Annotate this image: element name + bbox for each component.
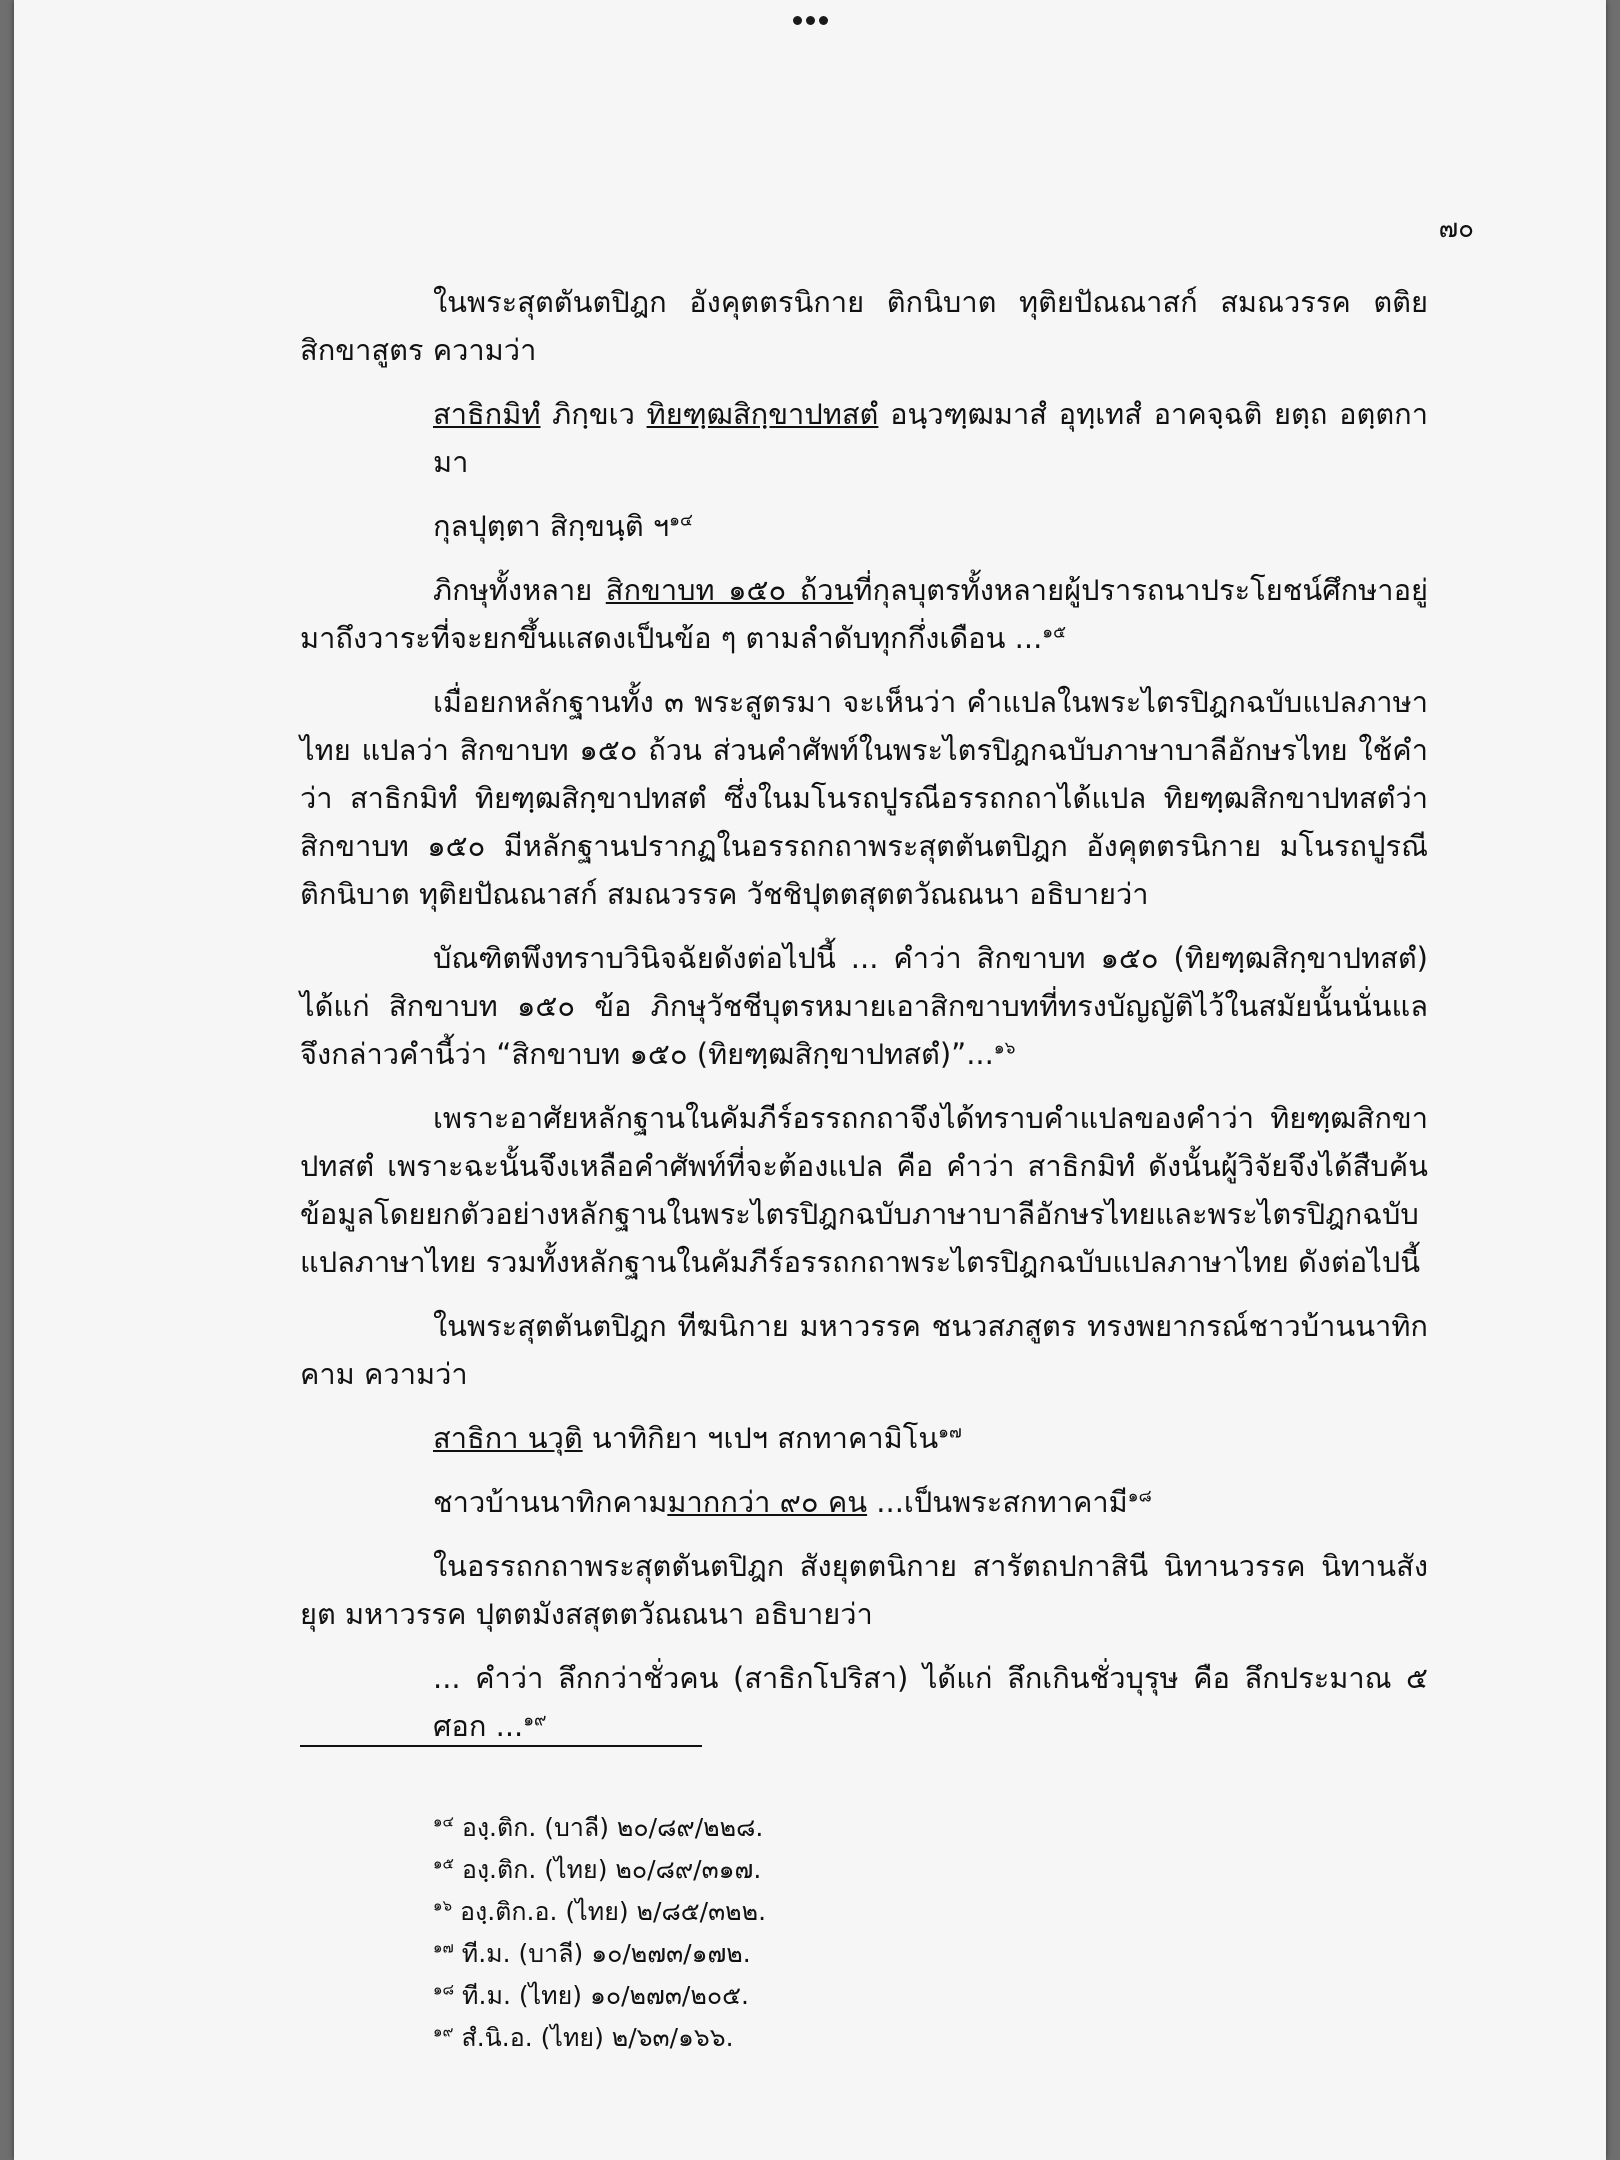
footnote-mark: ๑๕ bbox=[433, 1854, 454, 1873]
footnote-mark: ๑๙ bbox=[433, 2022, 454, 2041]
underlined-term: มากกว่า ๙๐ คน bbox=[667, 1485, 868, 1519]
quote-text: ...เป็นพระสกทาคามี bbox=[867, 1485, 1128, 1519]
footnote-ref[interactable]: ๑๕ bbox=[1042, 622, 1066, 643]
quote-text: กุลปุตฺตา สิกฺขนฺติ ฯ bbox=[433, 509, 670, 543]
paragraph bbox=[300, 934, 1428, 1078]
footnote-text: ที.ม. (ไทย) ๑๐/๒๗๓/๒๐๕. bbox=[454, 1981, 749, 2010]
paragraph-text: ที่กุลบุตรทั้งหลายผู้ปรารถนาประโยชน์ศึกษาอยู่ มาถึงวาระที่จะยกขึ้นแสดงเป็นข้อ ๆ ตามลำดับทุกกึ่งเดือน ... bbox=[300, 573, 1428, 655]
commentary-quote bbox=[300, 1654, 1428, 1750]
footnote bbox=[433, 1975, 766, 2017]
footnote-mark: ๑๘ bbox=[433, 1980, 455, 1999]
underlined-term: สิกขาบท ๑๕๐ ถ้วน bbox=[605, 573, 854, 607]
paragraph: เมื่อยกหลักฐานทั้ง ๓ พระสูตรมา จะเห็นว่า คำแปลในพระไตรปิฎกฉบับแปลภาษาไทย แปลว่า สิกขาบท ๑๕๐ ถ้วน ส่วนคำศัพท์ในพระไตรปิฎกฉบับภาษาบาลีอักษรไทย ใช้คำว่า สาธิกมิทํ ทิยฑฺฒสิกฺขาปทสตํ ซึ่งในมโนรถปูรณีอรรถกถาได้แปล ทิยฑฺฒสิกขาปทสตํว่า สิกขาบท ๑๕๐ มีหลักฐานปรากฏในอรรถกถาพระสุตตันตปิฎก อังคุตตรนิกาย มโนรถปูรณี ติกนิบาต ทุติยปัณณาสก์ สมณวรรค วัชชิปุตตสุตตวัณณนา อธิบายว่า bbox=[300, 685, 1428, 911]
more-dot-icon bbox=[793, 16, 802, 25]
footnote-text: องฺ.ติก. (ไทย) ๒๐/๘๙/๓๑๗. bbox=[453, 1855, 762, 1884]
footnote-text: ที.ม. (บาลี) ๑๐/๒๗๓/๑๗๒. bbox=[453, 1939, 751, 1968]
paragraph-text: บัณฑิตพึงทราบวินิจฉัยดังต่อไปนี้ ... คำว่า สิกขาบท ๑๕๐ (ทิยฑฺฒสิกฺขาปทสตํ) ได้แก่ สิกขาบท ๑๕๐ ข้อ ภิกษุวัชชีบุตรหมายเอาสิกขาบทที่ทรงบัญญัติไว้ในสมัยนั้นนั่นแล จึงกล่าวคำนี้ว่า “สิกขาบท ๑๕๐ (ทิยฑฺฒสิกฺขาปทสตํ)”... bbox=[300, 941, 1428, 1071]
quote-text: ... คำว่า ลึกกว่าชั่วคน (สาธิกโปริสา) ได้แก่ ลึกเกินชั่วบุรุษ คือ ลึกประมาณ ๕ ศอก ... bbox=[433, 1661, 1428, 1743]
paragraph bbox=[300, 566, 1428, 662]
footnote bbox=[433, 1933, 766, 1975]
translation-quote bbox=[300, 1478, 1428, 1526]
underlined-term: สาธิกา นวุติ bbox=[433, 1421, 583, 1455]
footnote-text: สํ.นิ.อ. (ไทย) ๒/๖๓/๑๖๖. bbox=[453, 2023, 734, 2052]
footnote-ref[interactable]: ๑๖ bbox=[993, 1038, 1016, 1059]
more-dot-icon bbox=[806, 16, 815, 25]
footnote bbox=[433, 2017, 766, 2059]
paragraph: ในอรรถกถาพระสุตตันตปิฎก สังยุตตนิกาย สารัตถปกาสินี นิทานวรรค นิทานสังยุต มหาวรรค ปุตตมังสสุตตวัณณนา อธิบายว่า bbox=[300, 1549, 1428, 1631]
document-page bbox=[14, 0, 1606, 2160]
pali-quote bbox=[300, 1414, 1428, 1462]
footnote-divider bbox=[300, 1745, 702, 1747]
underlined-term: สาธิกมิทํ bbox=[433, 397, 541, 431]
more-options-icon[interactable] bbox=[786, 6, 834, 34]
footnote-text: องฺ.ติก. (บาลี) ๒๐/๘๙/๒๒๘. bbox=[453, 1813, 764, 1842]
footnote bbox=[433, 1807, 766, 1849]
quote-text: อนฺวฑฺฒมาสํ อุทฺเทสํ อาคจฺฉติ ยตฺถ อตฺตกามา bbox=[433, 397, 1428, 479]
footnote-ref[interactable]: ๑๘ bbox=[1127, 1486, 1152, 1507]
page-number: ๗๐ bbox=[1438, 214, 1474, 244]
footnote-mark: ๑๖ bbox=[433, 1896, 453, 1915]
quote-text: นาทิกิยา ฯเปฯ สกทาคามิโน bbox=[582, 1421, 939, 1455]
footnote-text: องฺ.ติก.อ. (ไทย) ๒/๘๕/๓๒๒. bbox=[452, 1897, 767, 1926]
footnote-ref[interactable]: ๑๙ bbox=[523, 1710, 547, 1731]
more-dot-icon bbox=[819, 16, 828, 25]
paragraph-text: ภิกษุทั้งหลาย bbox=[433, 573, 606, 607]
paragraph: ในพระสุตตันตปิฎก ทีฆนิกาย มหาวรรค ชนวสภสูตร ทรงพยากรณ์ชาวบ้านนาทิกคาม ความว่า bbox=[300, 1309, 1428, 1391]
document-body bbox=[300, 278, 1428, 1766]
footnote-mark: ๑๗ bbox=[433, 1938, 454, 1957]
footnote-ref[interactable]: ๑๔ bbox=[669, 510, 693, 531]
paragraph: ในพระสุตตันตปิฎก อังคุตตรนิกาย ติกนิบาต ทุติยปัณณาสก์ สมณวรรค ตติยสิกขาสูตร ความว่า bbox=[300, 285, 1428, 367]
paragraph: เพราะอาศัยหลักฐานในคัมภีร์อรรถกถาจึงได้ทราบคำแปลของคำว่า ทิยฑฺฒสิกขาปทสตํ เพราะฉะนั้นจึงเหลือคำศัพท์ที่จะต้องแปล คือ คำว่า สาธิกมิทํ ดังนั้นผู้วิจัยจึงได้สืบค้นข้อมูลโดยยกตัวอย่างหลักฐานในพระไตรปิฎกฉบับภาษาบาลีอักษรไทยและพระไตรปิฎกฉบับแปลภาษาไทย รวมทั้งหลักฐานในคัมภีร์อรรถกถาพระไตรปิฎกฉบับแปลภาษาไทย ดังต่อไปนี้ bbox=[300, 1101, 1428, 1279]
footnote-ref[interactable]: ๑๗ bbox=[938, 1422, 962, 1443]
footnote bbox=[433, 1849, 766, 1891]
quote-text: ชาวบ้านนาทิกคาม bbox=[433, 1485, 668, 1519]
footnotes bbox=[433, 1807, 766, 2059]
pali-quote bbox=[300, 502, 1428, 550]
underlined-term: ทิยฑฺฒสิกฺขาปทสตํ bbox=[646, 397, 879, 431]
pali-quote bbox=[300, 390, 1428, 486]
footnote bbox=[433, 1891, 766, 1933]
quote-text: ภิกฺขเว bbox=[540, 397, 647, 431]
footnote-mark: ๑๔ bbox=[433, 1812, 454, 1831]
